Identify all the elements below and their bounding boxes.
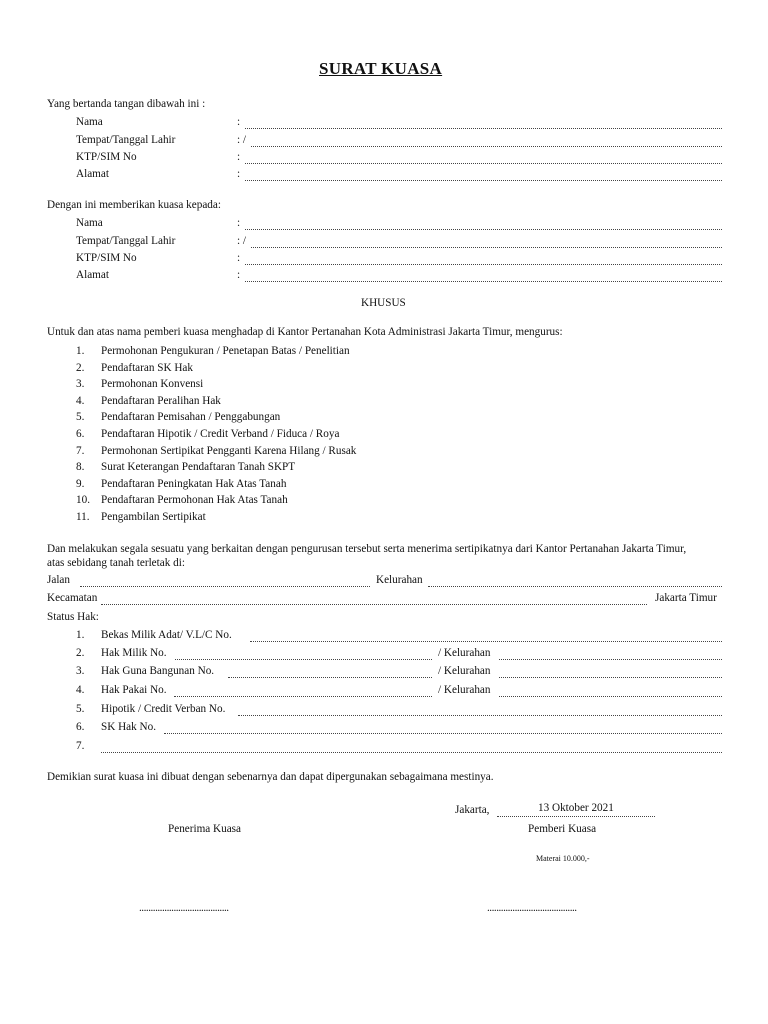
recipient-intro-text: Dengan ini memberikan kuasa kepada: — [47, 199, 221, 211]
status-label-1: Bekas Milik Adat/ V.L/C No. — [101, 629, 232, 641]
purpose-item: Pendaftaran SK Hak — [101, 362, 193, 374]
jalan-label: Jalan — [47, 574, 70, 586]
paragraph-line-1: Dan melakukan segala sesuatu yang berkaitan dengan pengurusan tersebut serta menerima sertipikatnya dari Kantor Pertanahan Jakarta Timur, — [47, 543, 687, 555]
purpose-number: 3. — [76, 378, 85, 390]
purpose-item: Pendaftaran Pemisahan / Penggabungan — [101, 411, 281, 423]
stamp-text: Materai 10.000,- — [536, 854, 590, 863]
recipient-nama-field[interactable] — [245, 229, 722, 230]
grantor-ttl-colon: : / — [237, 134, 247, 146]
status-kel-label-4: / Kelurahan — [438, 684, 491, 696]
status-field-6[interactable] — [164, 733, 722, 734]
purpose-item: Permohonan Pengukuran / Penetapan Batas / Penelitian — [101, 345, 350, 357]
status-field-3[interactable] — [228, 677, 432, 678]
status-label-2: Hak Milik No. — [101, 647, 167, 659]
recipient-ttl-label: Tempat/Tanggal Lahir — [76, 235, 176, 247]
grantor-nama-label: Nama — [76, 116, 103, 128]
status-num-7: 7. — [76, 740, 85, 752]
intro-text: Yang bertanda tangan dibawah ini : — [47, 98, 206, 110]
purpose-item: Permohonan Konvensi — [101, 378, 204, 390]
status-num-4: 4. — [76, 684, 85, 696]
grantor-ktp-label: KTP/SIM No — [76, 151, 137, 163]
kecamatan-field[interactable] — [101, 604, 647, 605]
closing-text: Demikian surat kuasa ini dibuat dengan sebenarnya dan dapat dipergunakan sebagaimana mestinya. — [47, 771, 494, 783]
status-num-2: 2. — [76, 647, 85, 659]
kelurahan-field[interactable] — [428, 586, 722, 587]
recipient-ktp-label: KTP/SIM No — [76, 252, 137, 264]
purpose-number: 8. — [76, 461, 85, 473]
status-num-6: 6. — [76, 721, 85, 733]
purpose-number: 5. — [76, 411, 85, 423]
grantor-alamat-colon: : — [237, 168, 241, 180]
status-field-2[interactable] — [175, 659, 432, 660]
signature-line-receiver[interactable]: ....................................... — [139, 902, 229, 914]
recipient-ttl-colon: : / — [237, 235, 247, 247]
status-num-1: 1. — [76, 629, 85, 641]
purpose-number: 2. — [76, 362, 85, 374]
purpose-number: 1. — [76, 345, 85, 357]
status-field-4[interactable] — [174, 696, 432, 697]
status-kel-field-3[interactable] — [499, 677, 722, 678]
paragraph-line-2: atas sebidang tanah terletak di: — [47, 557, 185, 569]
grantor-ttl-label: Tempat/Tanggal Lahir — [76, 134, 176, 146]
status-field-1[interactable] — [250, 641, 722, 642]
purpose-number: 6. — [76, 428, 85, 440]
purpose-item: Permohonan Sertipikat Pengganti Karena Hilang / Rusak — [101, 445, 357, 457]
purpose-item: Pendaftaran Peralihan Hak — [101, 395, 221, 407]
signature-line-giver[interactable]: ....................................... — [487, 902, 577, 914]
page-title: SURAT KUASA — [319, 59, 443, 78]
grantor-nama-field[interactable] — [245, 128, 722, 129]
purpose-item: Pengambilan Sertipikat — [101, 511, 206, 523]
purpose-number: 9. — [76, 478, 85, 490]
city-text: Jakarta Timur — [655, 592, 717, 604]
place-text: Jakarta, — [455, 804, 490, 816]
jalan-field[interactable] — [80, 586, 370, 587]
recipient-nama-label: Nama — [76, 217, 103, 229]
status-label-3: Hak Guna Bangunan No. — [101, 665, 215, 677]
purpose-item: Pendaftaran Hipotik / Credit Verband / Fiduca / Roya — [101, 428, 340, 440]
status-field-7[interactable] — [101, 752, 722, 753]
status-label-4: Hak Pakai No. — [101, 684, 167, 696]
recipient-alamat-label: Alamat — [76, 269, 109, 281]
purpose-number: 10. — [76, 494, 90, 506]
status-label-6: SK Hak No. — [101, 721, 157, 733]
date-text: 13 Oktober 2021 — [538, 802, 614, 814]
purpose-item: Pendaftaran Peningkatan Hak Atas Tanah — [101, 478, 287, 490]
giver-label: Pemberi Kuasa — [528, 823, 597, 835]
status-num-5: 5. — [76, 703, 85, 715]
purpose-text: Untuk dan atas nama pemberi kuasa menghadap di Kantor Pertanahan Kota Administrasi Jakarta Timur, mengurus: — [47, 326, 563, 338]
recipient-ttl-field[interactable] — [251, 247, 722, 248]
status-label-5: Hipotik / Credit Verban No. — [101, 703, 226, 715]
status-kel-label-2: / Kelurahan — [438, 647, 491, 659]
purpose-number: 4. — [76, 395, 85, 407]
grantor-alamat-field[interactable] — [245, 180, 722, 181]
purpose-item: Pendaftaran Permohonan Hak Atas Tanah — [101, 494, 288, 506]
kecamatan-label: Kecamatan — [47, 592, 98, 604]
status-field-5[interactable] — [238, 715, 722, 716]
status-kel-label-3: / Kelurahan — [438, 665, 491, 677]
receiver-label: Penerima Kuasa — [168, 823, 242, 835]
status-kel-field-2[interactable] — [499, 659, 722, 660]
purpose-number: 11. — [76, 511, 90, 523]
grantor-nama-colon: : — [237, 116, 241, 128]
purpose-number: 7. — [76, 445, 85, 457]
recipient-nama-colon: : — [237, 217, 241, 229]
recipient-ktp-colon: : — [237, 252, 241, 264]
grantor-ktp-field[interactable] — [245, 163, 722, 164]
status-kel-field-4[interactable] — [499, 696, 722, 697]
grantor-ktp-colon: : — [237, 151, 241, 163]
grantor-ttl-field[interactable] — [251, 146, 722, 147]
kelurahan-label: Kelurahan — [376, 574, 423, 586]
purpose-item: Surat Keterangan Pendaftaran Tanah SKPT — [101, 461, 296, 473]
recipient-ktp-field[interactable] — [245, 264, 722, 265]
recipient-alamat-colon: : — [237, 269, 241, 281]
recipient-alamat-field[interactable] — [245, 281, 722, 282]
status-num-3: 3. — [76, 665, 85, 677]
grantor-alamat-label: Alamat — [76, 168, 109, 180]
status-hak-label: Status Hak: — [47, 611, 99, 623]
date-field[interactable] — [497, 816, 655, 817]
khusus-heading: KHUSUS — [361, 297, 406, 309]
